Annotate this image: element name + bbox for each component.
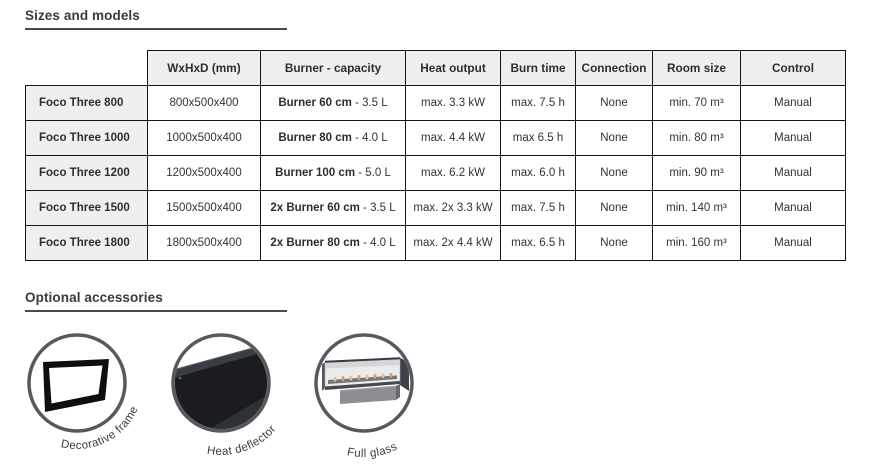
control-cell: Manual bbox=[741, 86, 846, 121]
burner-capacity-cell bbox=[261, 226, 406, 261]
accessory-decorative-frame bbox=[2, 321, 152, 467]
accessory-label: Decorative frame bbox=[59, 404, 141, 453]
control-cell: Manual bbox=[741, 191, 846, 226]
burner-label: 2x Burner 60 cm bbox=[270, 202, 360, 214]
burn-time-cell: max. 6.0 h bbox=[501, 156, 576, 191]
model-name-cell: Foco Three 1500 bbox=[26, 191, 148, 226]
heat-output-cell: max. 2x 3.3 kW bbox=[406, 191, 501, 226]
room-size-cell: min. 80 m³ bbox=[653, 121, 741, 156]
optional-accessories-section-header bbox=[25, 290, 287, 312]
connection-cell: None bbox=[576, 226, 653, 261]
dimensions-cell: 800x500x400 bbox=[148, 86, 261, 121]
connection-cell: None bbox=[576, 86, 653, 121]
dimensions-cell: 1200x500x400 bbox=[148, 156, 261, 191]
accessory-circle bbox=[29, 335, 125, 431]
burn-time-cell: max 6.5 h bbox=[501, 121, 576, 156]
dimensions-cell: 1800x500x400 bbox=[148, 226, 261, 261]
capacity-label: - 5.0 L bbox=[355, 167, 391, 179]
model-name-cell: Foco Three 1000 bbox=[26, 121, 148, 156]
column-header-connection: Connection bbox=[576, 51, 653, 86]
sizes-and-models-section-header bbox=[25, 8, 287, 30]
capacity-label: - 3.5 L bbox=[351, 97, 388, 109]
column-header-burner-capacity: Burner - capacity bbox=[261, 51, 406, 86]
room-size-cell: min. 140 m³ bbox=[653, 191, 741, 226]
sizes-heading: Sizes and models bbox=[25, 8, 140, 23]
connection-cell: None bbox=[576, 121, 653, 156]
burner-label: Burner 100 cm bbox=[275, 167, 356, 179]
accessory-full-glass bbox=[289, 321, 439, 467]
room-size-cell: min. 160 m³ bbox=[653, 226, 741, 261]
table-row bbox=[26, 226, 846, 261]
burner-capacity-cell bbox=[261, 121, 406, 156]
burner-capacity-cell bbox=[261, 156, 406, 191]
table-header-row bbox=[26, 51, 846, 86]
accessory-label: Full glass bbox=[346, 440, 400, 461]
heat-output-cell: max. 2x 4.4 kW bbox=[406, 226, 501, 261]
table-row bbox=[26, 191, 846, 226]
column-header-room-size: Room size bbox=[653, 51, 741, 86]
heading-underline bbox=[25, 310, 287, 312]
burner-capacity-cell bbox=[261, 191, 406, 226]
table-row bbox=[26, 86, 846, 121]
decorative-frame-icon bbox=[2, 321, 152, 467]
capacity-label: - 4.0 L bbox=[351, 132, 388, 144]
control-cell: Manual bbox=[741, 156, 846, 191]
room-size-cell: min. 70 m³ bbox=[653, 86, 741, 121]
full-glass-icon bbox=[289, 321, 439, 467]
column-header-dimensions: WxHxD (mm) bbox=[148, 51, 261, 86]
column-header-control: Control bbox=[741, 51, 846, 86]
capacity-label: - 4.0 L bbox=[359, 237, 396, 249]
connection-cell: None bbox=[576, 156, 653, 191]
capacity-label: - 3.5 L bbox=[359, 202, 396, 214]
heat-output-cell: max. 3.3 kW bbox=[406, 86, 501, 121]
table-row bbox=[26, 121, 846, 156]
heat-deflector-icon bbox=[146, 321, 296, 467]
burn-time-cell: max. 6.5 h bbox=[501, 226, 576, 261]
model-name-cell: Foco Three 1800 bbox=[26, 226, 148, 261]
control-cell: Manual bbox=[741, 121, 846, 156]
column-header-heat-output: Heat output bbox=[406, 51, 501, 86]
dimensions-cell: 1500x500x400 bbox=[148, 191, 261, 226]
burner-capacity-cell bbox=[261, 86, 406, 121]
burn-time-cell: max. 7.5 h bbox=[501, 191, 576, 226]
column-header-burn-time: Burn time bbox=[501, 51, 576, 86]
models-table bbox=[25, 50, 846, 261]
heat-output-cell: max. 6.2 kW bbox=[406, 156, 501, 191]
accessory-label: Heat deflector bbox=[206, 423, 279, 459]
dimensions-cell: 1000x500x400 bbox=[148, 121, 261, 156]
control-cell: Manual bbox=[741, 226, 846, 261]
table-row bbox=[26, 156, 846, 191]
model-name-cell: Foco Three 800 bbox=[26, 86, 148, 121]
room-size-cell: min. 90 m³ bbox=[653, 156, 741, 191]
burn-time-cell: max. 7.5 h bbox=[501, 86, 576, 121]
burner-label: Burner 60 cm bbox=[278, 97, 352, 109]
model-name-cell: Foco Three 1200 bbox=[26, 156, 148, 191]
blank-header-cell bbox=[26, 51, 148, 86]
connection-cell: None bbox=[576, 191, 653, 226]
accessory-heat-deflector bbox=[146, 321, 296, 467]
heat-output-cell: max. 4.4 kW bbox=[406, 121, 501, 156]
burner-label: 2x Burner 80 cm bbox=[270, 237, 360, 249]
accessories-heading: Optional accessories bbox=[25, 290, 163, 305]
burner-label: Burner 80 cm bbox=[278, 132, 352, 144]
heading-underline bbox=[25, 28, 287, 30]
